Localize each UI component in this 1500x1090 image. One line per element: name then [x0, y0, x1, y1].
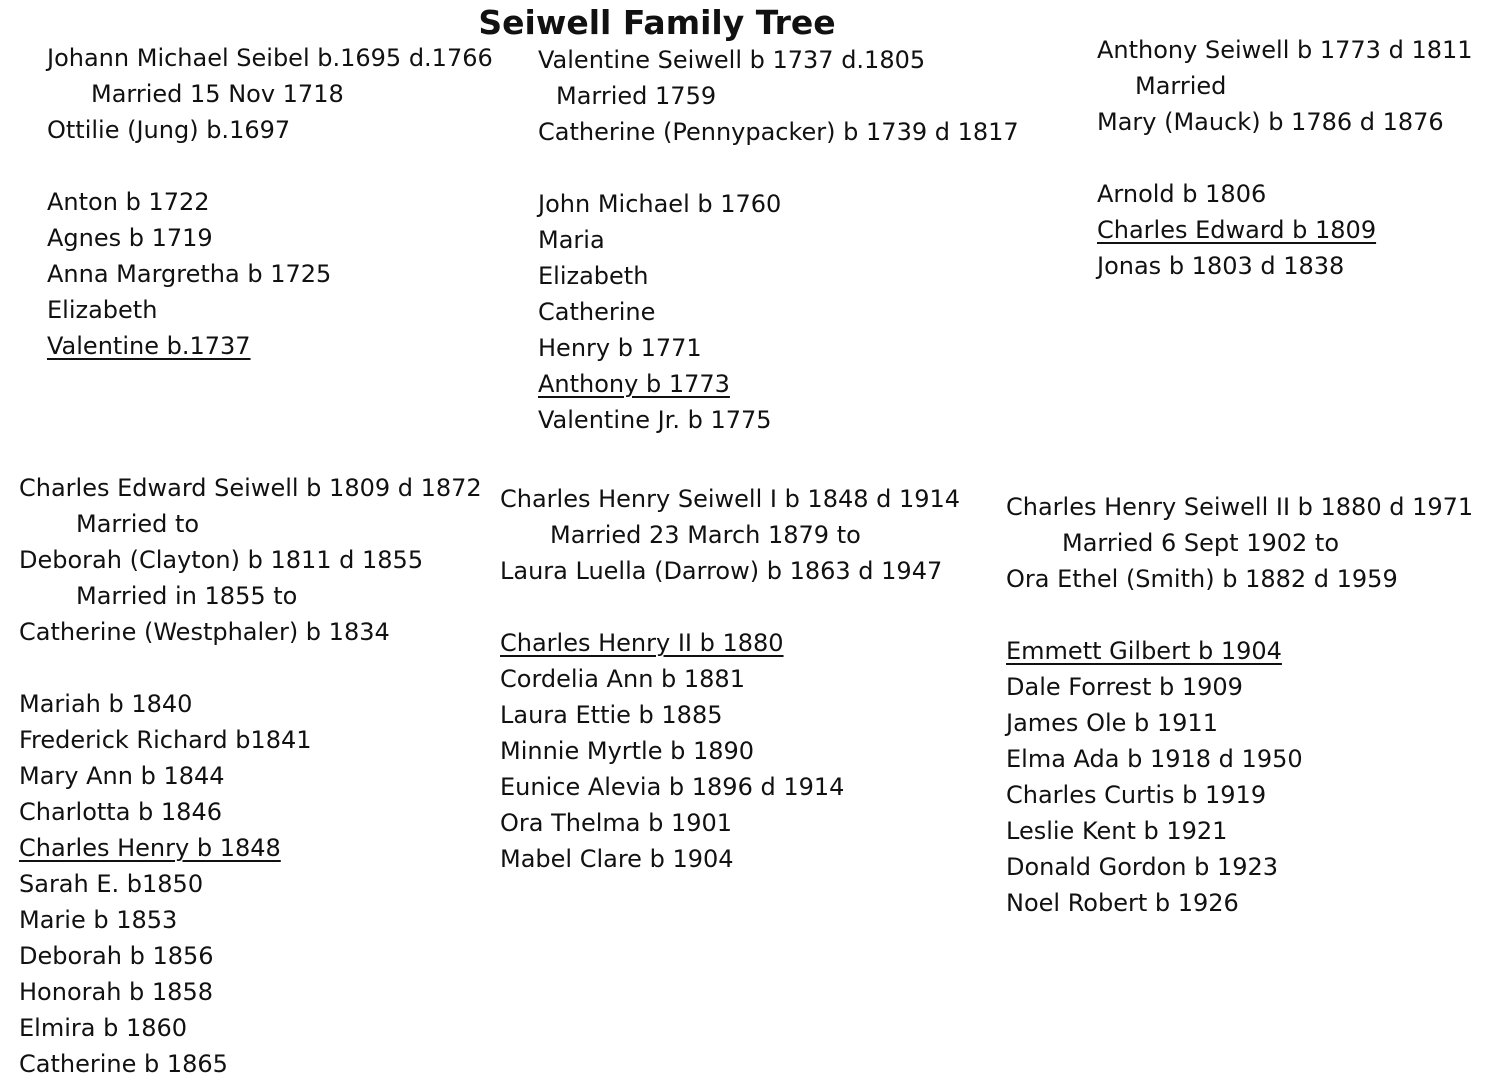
child-entry-lineage: Valentine b.1737 — [47, 332, 251, 360]
child-entry: Henry b 1771 — [538, 334, 702, 362]
page-title: Seiwell Family Tree — [478, 3, 836, 42]
child-entry: Valentine Jr. b 1775 — [538, 406, 772, 434]
child-entry: Mabel Clare b 1904 — [500, 845, 734, 873]
spacer — [500, 589, 960, 625]
child-entry: Charlotta b 1846 — [19, 798, 222, 826]
child-entry: Elma Ada b 1918 d 1950 — [1006, 745, 1303, 773]
wife-line: Ottilie (Jung) b.1697 — [47, 116, 291, 144]
spacer — [538, 150, 1019, 186]
family-block-charles-henry-seiwell-i — [500, 481, 960, 877]
child-entry: Deborah b 1856 — [19, 942, 214, 970]
child-entry: Ora Thelma b 1901 — [500, 809, 733, 837]
child-entry: Mary Ann b 1844 — [19, 762, 225, 790]
spacer — [1006, 597, 1473, 633]
child-entry: Leslie Kent b 1921 — [1006, 817, 1228, 845]
children-list — [1006, 633, 1473, 921]
child-entry: Dale Forrest b 1909 — [1006, 673, 1243, 701]
marriage-line: Married 1759 — [556, 82, 717, 110]
child-entry: Sarah E. b1850 — [19, 870, 204, 898]
child-entry: Eunice Alevia b 1896 d 1914 — [500, 773, 845, 801]
children-list — [1097, 176, 1473, 284]
marriage-line: Married 6 Sept 1902 to — [1062, 529, 1339, 557]
child-entry: James Ole b 1911 — [1006, 709, 1218, 737]
husband-line: Charles Henry Seiwell I b 1848 d 1914 — [500, 485, 961, 513]
wife-line: Deborah (Clayton) b 1811 d 1855 — [19, 546, 424, 574]
child-entry: John Michael b 1760 — [538, 190, 782, 218]
child-entry: Cordelia Ann b 1881 — [500, 665, 745, 693]
family-block-charles-edward-seiwell — [19, 470, 482, 1082]
child-entry: Maria — [538, 226, 605, 254]
spacer — [19, 650, 482, 686]
child-entry: Jonas b 1803 d 1838 — [1097, 252, 1345, 280]
family-block-johann-michael-seibel — [47, 40, 493, 364]
husband-line: Johann Michael Seibel b.1695 d.1766 — [47, 44, 493, 72]
husband-line: Charles Henry Seiwell II b 1880 d 1971 — [1006, 493, 1474, 521]
children-list — [500, 625, 960, 877]
child-entry: Anton b 1722 — [47, 188, 210, 216]
second-marriage-line: Married in 1855 to — [76, 582, 298, 610]
spacer — [47, 148, 493, 184]
child-entry-lineage: Charles Henry b 1848 — [19, 834, 281, 862]
husband-line: Charles Edward Seiwell b 1809 d 1872 — [19, 474, 482, 502]
child-entry-lineage: Charles Edward b 1809 — [1097, 216, 1377, 244]
children-list — [538, 186, 1019, 438]
children-list — [47, 184, 493, 364]
child-entry: Minnie Myrtle b 1890 — [500, 737, 755, 765]
marriage-line: Married to — [76, 510, 200, 538]
husband-line: Valentine Seiwell b 1737 d.1805 — [538, 46, 926, 74]
child-entry: Marie b 1853 — [19, 906, 178, 934]
marriage-line: Married — [1135, 72, 1227, 100]
child-entry-lineage: Anthony b 1773 — [538, 370, 730, 398]
child-entry: Elmira b 1860 — [19, 1014, 188, 1042]
child-entry: Catherine b 1865 — [19, 1050, 228, 1078]
child-entry-lineage: Charles Henry II b 1880 — [500, 629, 784, 657]
child-entry: Honorah b 1858 — [19, 978, 213, 1006]
second-wife-line: Catherine (Westphaler) b 1834 — [19, 618, 390, 646]
child-entry: Elizabeth — [538, 262, 649, 290]
child-entry: Mariah b 1840 — [19, 690, 193, 718]
child-entry: Arnold b 1806 — [1097, 180, 1267, 208]
family-block-charles-henry-seiwell-ii — [1006, 489, 1473, 921]
family-block-valentine-seiwell — [538, 42, 1019, 438]
marriage-line: Married 15 Nov 1718 — [91, 80, 344, 108]
wife-line: Laura Luella (Darrow) b 1863 d 1947 — [500, 557, 943, 585]
child-entry: Frederick Richard b1841 — [19, 726, 312, 754]
child-entry: Catherine — [538, 298, 656, 326]
child-entry: Donald Gordon b 1923 — [1006, 853, 1279, 881]
children-list — [19, 686, 482, 1082]
wife-line: Catherine (Pennypacker) b 1739 d 1817 — [538, 118, 1019, 146]
child-entry: Noel Robert b 1926 — [1006, 889, 1239, 917]
child-entry: Laura Ettie b 1885 — [500, 701, 723, 729]
wife-line: Ora Ethel (Smith) b 1882 d 1959 — [1006, 565, 1398, 593]
child-entry-lineage: Emmett Gilbert b 1904 — [1006, 637, 1282, 665]
child-entry: Elizabeth — [47, 296, 158, 324]
spacer — [1097, 140, 1473, 176]
child-entry: Charles Curtis b 1919 — [1006, 781, 1267, 809]
marriage-line: Married 23 March 1879 to — [550, 521, 861, 549]
family-block-anthony-seiwell — [1097, 32, 1473, 284]
child-entry: Anna Margretha b 1725 — [47, 260, 332, 288]
husband-line: Anthony Seiwell b 1773 d 1811 — [1097, 36, 1473, 64]
wife-line: Mary (Mauck) b 1786 d 1876 — [1097, 108, 1444, 136]
child-entry: Agnes b 1719 — [47, 224, 213, 252]
